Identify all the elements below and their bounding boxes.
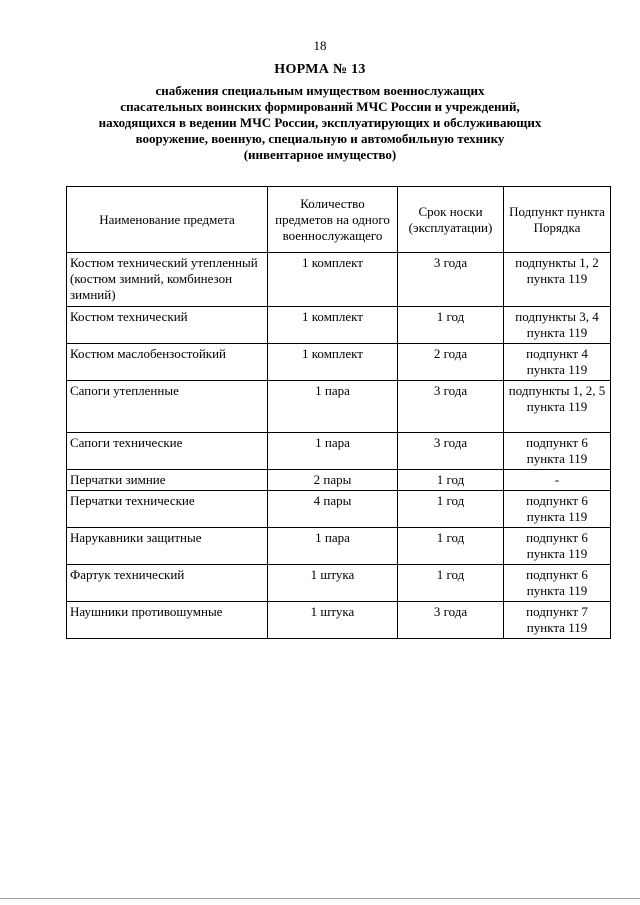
subtitle-line: (инвентарное имущество) (243, 147, 397, 162)
header-term: Срок носки (эксплуатации) (398, 187, 504, 253)
cell-quantity: 4 пары (268, 491, 398, 528)
document-title: НОРМА № 13 (274, 62, 366, 77)
page-bottom-edge (0, 898, 640, 899)
cell-term: 3 года (398, 253, 504, 307)
cell-term: 1 год (398, 470, 504, 491)
cell-term: 1 год (398, 307, 504, 344)
cell-reference: подпункт 6 пункта 119 (504, 433, 611, 470)
header-item-name: Наименование предмета (67, 187, 268, 253)
table-row (67, 528, 611, 565)
cell-item-name: Костюм технический утепленный (костюм зимний, комбинезон зимний) (67, 253, 268, 307)
cell-item-name: Перчатки зимние (67, 470, 268, 491)
table-row (67, 253, 611, 307)
cell-term: 1 год (398, 491, 504, 528)
subtitle-line: находящихся в ведении МЧС России, эксплуатирующих и обслуживающих (98, 115, 542, 130)
cell-quantity: 1 комплект (268, 307, 398, 344)
subtitle-line: вооружение, военную, специальную и автомобильную технику (135, 131, 505, 146)
cell-quantity: 1 комплект (268, 344, 398, 381)
cell-term: 1 год (398, 565, 504, 602)
cell-item-name: Сапоги технические (67, 433, 268, 470)
header-quantity: Количество предметов на одного военнослужащего (268, 187, 398, 253)
cell-quantity: 1 штука (268, 602, 398, 639)
cell-quantity: 1 пара (268, 433, 398, 470)
table-row (67, 307, 611, 344)
cell-item-name: Костюм маслобензостойкий (67, 344, 268, 381)
cell-quantity: 1 штука (268, 565, 398, 602)
cell-item-name: Перчатки технические (67, 491, 268, 528)
cell-item-name: Наушники противошумные (67, 602, 268, 639)
cell-reference: подпункт 7 пункта 119 (504, 602, 611, 639)
cell-item-name: Нарукавники защитные (67, 528, 268, 565)
cell-reference: подпункт 6 пункта 119 (504, 491, 611, 528)
cell-quantity: 1 пара (268, 381, 398, 433)
cell-reference: подпункты 1, 2 пункта 119 (504, 253, 611, 307)
cell-term: 3 года (398, 602, 504, 639)
table-row (67, 565, 611, 602)
cell-quantity: 2 пары (268, 470, 398, 491)
cell-reference: - (504, 470, 611, 491)
table-row (67, 344, 611, 381)
cell-reference: подпункты 3, 4 пункта 119 (504, 307, 611, 344)
cell-item-name: Сапоги утепленные (67, 381, 268, 433)
page-number: 18 (313, 38, 327, 53)
subtitle-line: снабжения специальным имуществом военнослужащих (155, 83, 485, 98)
norm-table (66, 186, 611, 639)
cell-quantity: 1 комплект (268, 253, 398, 307)
header-reference: Подпункт пункта Порядка (504, 187, 611, 253)
cell-reference: подпункт 4 пункта 119 (504, 344, 611, 381)
cell-reference: подпункт 6 пункта 119 (504, 565, 611, 602)
cell-quantity: 1 пара (268, 528, 398, 565)
cell-item-name: Фартук технический (67, 565, 268, 602)
table-row (67, 381, 611, 433)
cell-reference: подпункты 1, 2, 5 пункта 119 (504, 381, 611, 433)
table-row (67, 433, 611, 470)
cell-term: 2 года (398, 344, 504, 381)
subtitle-line: спасательных воинских формирований МЧС России и учреждений, (120, 99, 520, 114)
cell-term: 3 года (398, 381, 504, 433)
cell-term: 3 года (398, 433, 504, 470)
document-subtitle (40, 83, 600, 163)
table-row (67, 602, 611, 639)
table-row (67, 491, 611, 528)
cell-term: 1 год (398, 528, 504, 565)
table-header-row (67, 187, 611, 253)
cell-reference: подпункт 6 пункта 119 (504, 528, 611, 565)
cell-item-name: Костюм технический (67, 307, 268, 344)
table-row (67, 470, 611, 491)
